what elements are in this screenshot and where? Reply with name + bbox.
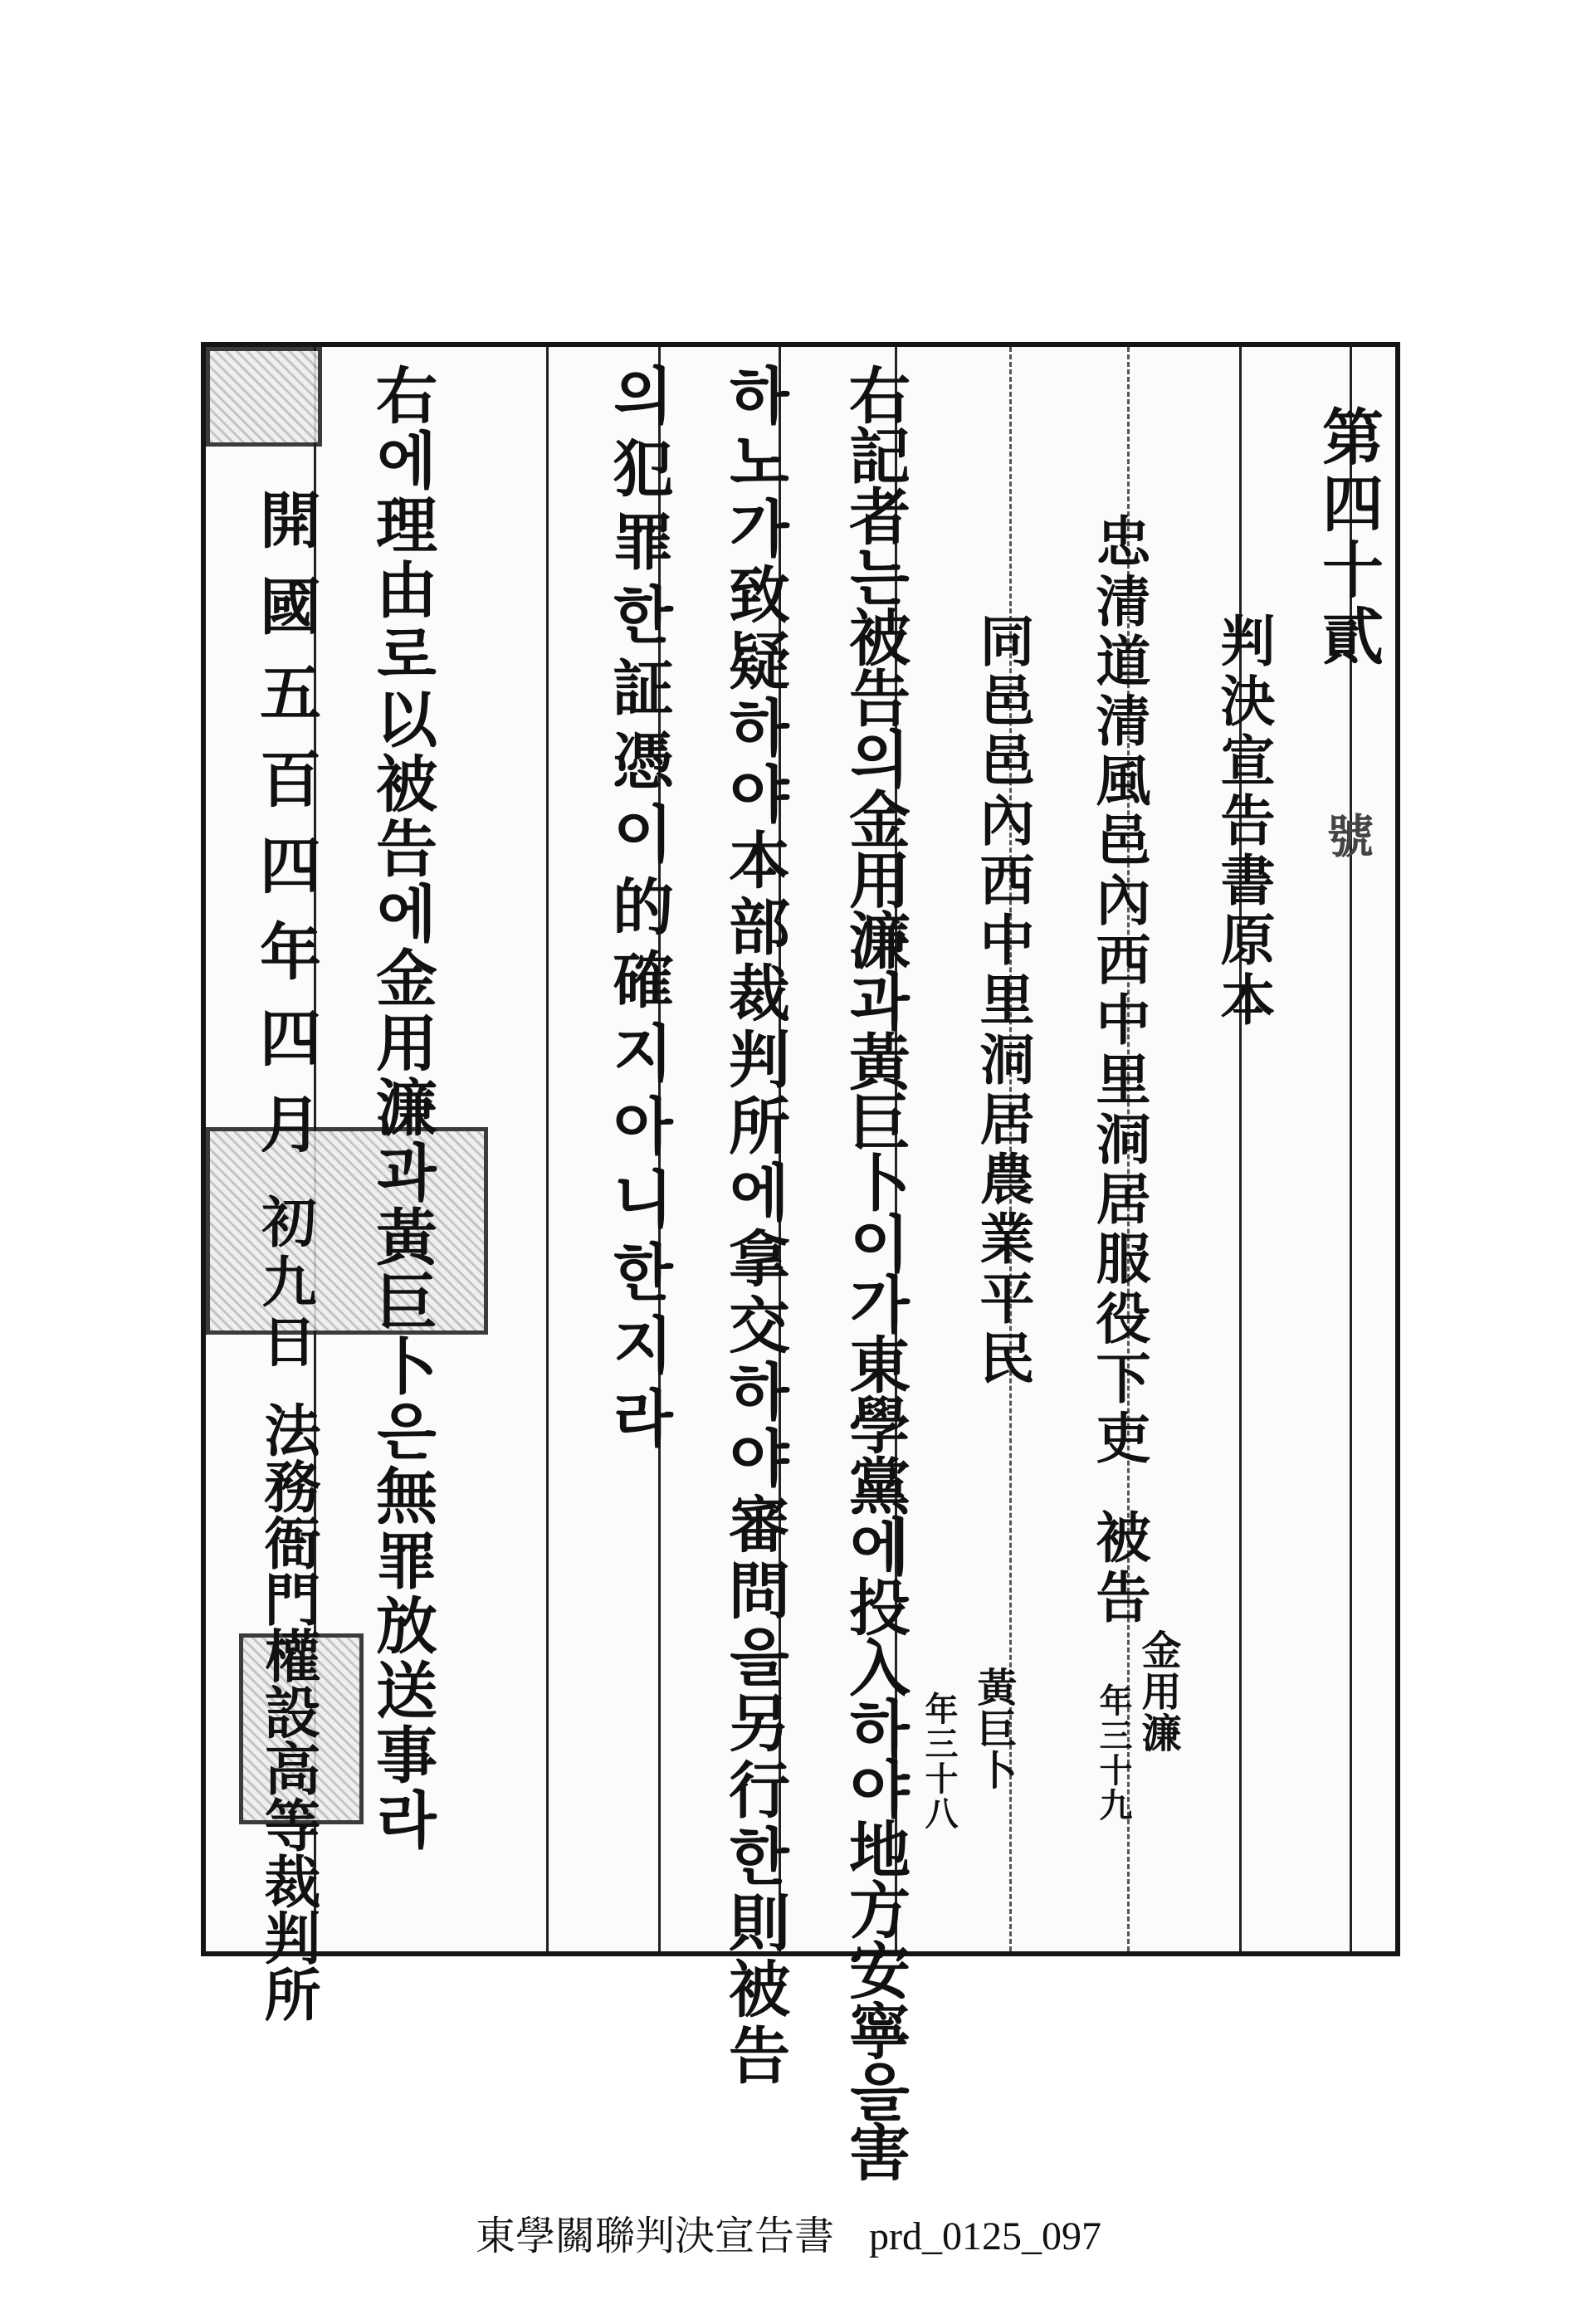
page-footer bbox=[0, 2204, 1577, 2261]
defendant2-age: 年三十八 bbox=[920, 1692, 959, 1831]
body-line: 의犯罪한証憑이的確지아니한지라 bbox=[603, 364, 674, 1459]
document-page bbox=[201, 342, 1400, 2181]
defendant-label: 被告 bbox=[1086, 1509, 1151, 1628]
court-name: 法務衙門權設高等裁判所 bbox=[255, 1401, 321, 2022]
page-id: prd_0125_097 bbox=[869, 2214, 1101, 2258]
body-line: 하노가致疑하야本部裁判所에拿交하야審問을另行한則被告 bbox=[719, 364, 790, 2090]
collection-title: 東學關聯判決宣告書 bbox=[476, 2214, 835, 2258]
defendant2-name: 黃巨卜 bbox=[970, 1667, 1017, 1791]
number-mark: 號 bbox=[1320, 812, 1374, 863]
document-title: 判決宣告書原本 bbox=[1211, 613, 1276, 1031]
document-number: 第四十貳 bbox=[1312, 405, 1384, 671]
date-line: 開國五百四年四月 bbox=[250, 488, 321, 1179]
seal-stamp bbox=[206, 1127, 488, 1335]
rule-line bbox=[546, 347, 549, 1951]
defendant1-name: 金用濂 bbox=[1135, 1629, 1181, 1754]
defendant1-address: 忠清道清風邑內西中里洞居服役下吏 bbox=[1086, 513, 1151, 1469]
body-line: 右記者는被告의金用濂과黃巨卜이가東學黨에投入하야地方安寧을害 bbox=[839, 364, 911, 2181]
verdict-line: 右에理由로以被告에金用濂과黃巨卜은無罪放送事라 bbox=[366, 364, 437, 1853]
rule-line bbox=[1239, 347, 1242, 1951]
seal-stamp bbox=[206, 347, 322, 447]
defendant1-age: 年三十九 bbox=[1094, 1683, 1133, 1823]
date-day: 初九日 bbox=[252, 1194, 317, 1373]
defendant2-address: 同邑邑內西中里洞居農業平民 bbox=[970, 613, 1035, 1389]
